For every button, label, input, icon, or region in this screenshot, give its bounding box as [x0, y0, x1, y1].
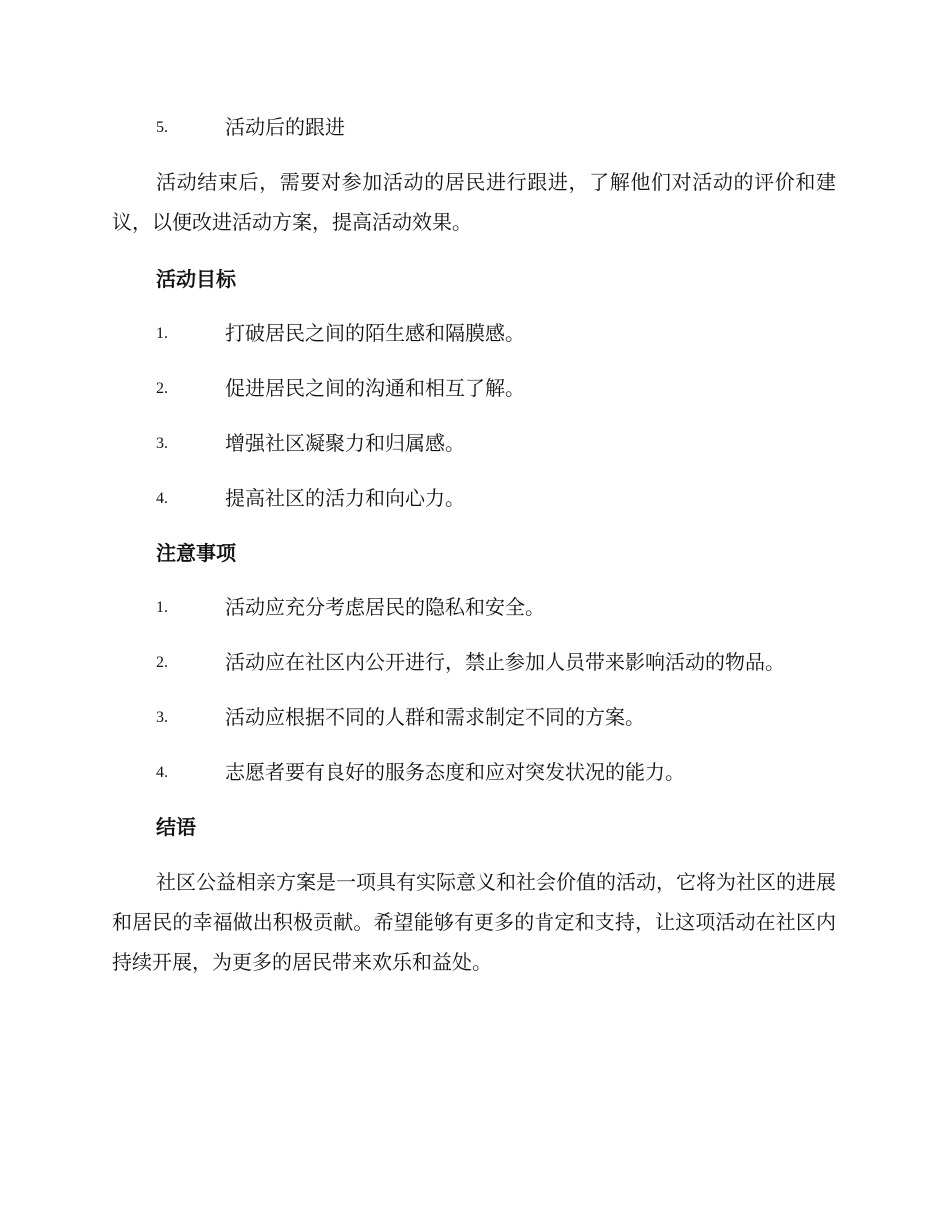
conclusion-heading: 结语	[156, 815, 196, 839]
list-number: 2.	[156, 654, 168, 671]
list-text: 活动应充分考虑居民的隐私和安全。	[225, 595, 545, 619]
list-number: 3.	[156, 709, 168, 726]
note-item-3	[156, 702, 846, 732]
list-number: 2.	[156, 380, 168, 397]
list-text: 志愿者要有良好的服务态度和应对突发状况的能力。	[225, 760, 685, 784]
note-item-2	[156, 647, 846, 677]
list-text: 活动应在社区内公开进行，禁止参加人员带来影响活动的物品。	[225, 650, 785, 674]
list-text: 提高社区的活力和向心力。	[225, 486, 465, 510]
list-text: 活动应根据不同的人群和需求制定不同的方案。	[225, 705, 645, 729]
list-number: 3.	[156, 435, 168, 452]
goal-item-3	[156, 428, 846, 458]
note-item-1	[156, 592, 846, 622]
conclusion-paragraph: 社区公益相亲方案是一项具有实际意义和社会价值的活动，它将为社区的进展和居民的幸福做出积极贡献。希望能够有更多的肯定和支持，让这项活动在社区内持续开展，为更多的居民带来欢乐和益处。	[112, 870, 836, 974]
list-text: 促进居民之间的沟通和相互了解。	[225, 376, 525, 400]
goals-heading: 活动目标	[156, 267, 236, 291]
followup-item	[156, 112, 846, 142]
list-number: 4.	[156, 490, 168, 507]
goal-item-4	[156, 483, 846, 513]
list-text: 增强社区凝聚力和归属感。	[225, 431, 465, 455]
note-item-4	[156, 757, 846, 787]
list-number: 4.	[156, 764, 168, 781]
list-number: 1.	[156, 325, 168, 342]
notes-heading: 注意事项	[156, 541, 236, 565]
goal-item-1	[156, 318, 846, 348]
list-number: 5.	[156, 119, 168, 136]
list-number: 1.	[156, 599, 168, 616]
followup-paragraph: 活动结束后，需要对参加活动的居民进行跟进，了解他们对活动的评价和建议，以便改进活动方案，提高活动效果。	[112, 170, 836, 234]
goal-item-2	[156, 373, 846, 403]
list-text: 打破居民之间的陌生感和隔膜感。	[225, 321, 525, 345]
list-text: 活动后的跟进	[225, 115, 345, 139]
